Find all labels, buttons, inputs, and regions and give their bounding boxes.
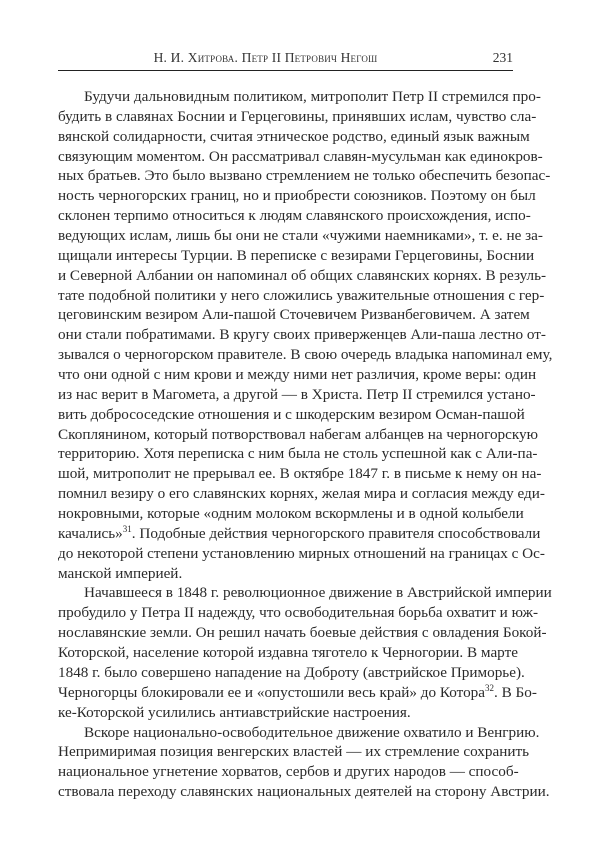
text-line: вянской солидарности, считая этническое родство, единый язык важным — [58, 127, 530, 145]
text-line: будить в славянах Боснии и Герцеговины, принявших ислам, чувство сла- — [58, 107, 537, 125]
text-fragment: . Подобные действия черногорского правителя способствовали — [131, 524, 541, 542]
text-line: Непримиримая позиция венгерских властей — их стремление сохранить — [58, 743, 530, 761]
text-fragment: качались» — [58, 524, 123, 542]
text-line: из нас верит в Магомета, а другой — в Христа. Петр II стремился устано- — [58, 385, 536, 403]
text-line: Скоплянином, который потворствовал набегам албанцев на черногорскую — [58, 425, 538, 443]
text-line: территорию. Хотя переписка с ним была не столь успешной как с Али-па- — [58, 445, 538, 463]
text-line: помнил везиру о его славянских корнях, желая мира и согласия между еди- — [58, 485, 545, 503]
text-line: манской империей. — [58, 564, 183, 582]
text-line: ведующих ислам, лишь бы они не стали «чужими наемниками», т. е. не за- — [58, 227, 543, 245]
text-line: что они одной с ним крови и между ними нет различия, кроме веры: один — [58, 366, 537, 384]
text-line: они стали побратимами. В кругу своих приверженцев Али-паша лестно от- — [58, 326, 546, 344]
text-line: щищали интересы Турции. В переписке с везирами Герцеговины, Боснии — [58, 246, 535, 264]
text-line: вить добрососедские отношения и с шкодерским везиром Осман-пашой — [58, 405, 525, 423]
text-line: зывался о черногорском правителе. В свою очередь владыка напоминал ему, — [58, 346, 553, 364]
page-number: 231 — [492, 50, 513, 65]
text-line: Вскоре национально-освободительное движение охватило и Венгрию. — [84, 723, 540, 741]
footnote-ref-31[interactable]: 31 — [122, 523, 132, 534]
text-line: Начавшееся в 1848 г. революционное движение в Австрийской империи — [84, 584, 552, 602]
text-line: тате подобной политики у него сложились уважительные отношения с гер- — [58, 286, 545, 304]
body-text — [58, 87, 553, 802]
running-header — [58, 48, 513, 68]
text-line: нославянские земли. Он решил начать боевые действия с овладения Бокой- — [58, 624, 547, 642]
footnote-ref-32[interactable]: 32 — [485, 682, 495, 693]
text-line: цеговинским везиром Али-пашой Сточевичем Ризванбеговичем. А затем — [58, 306, 530, 324]
text-line: Которской, население которой издавна тяготело к Черногории. В марте — [58, 644, 518, 662]
text-line-with-footnote — [58, 523, 541, 544]
text-fragment: . В Бо- — [494, 683, 537, 701]
header-rule — [58, 70, 513, 71]
text-line: связующим моментом. Он рассматривал славян-мусульман как единокров- — [58, 147, 543, 165]
text-line: ствовала переходу славянских национальных деятелей на сторону Австрии. — [58, 783, 550, 801]
text-line: ность черногорских границ, но и приобрести союзников. Поэтому он был — [58, 187, 536, 205]
paragraph-3 — [58, 723, 550, 802]
text-line: пробудило у Петра II надежду, что освободительная борьба охватит и юж- — [58, 604, 539, 622]
paragraph-2 — [58, 583, 552, 722]
text-line: шой, митрополит не прерывал ее. В октябре 1847 г. в письме к нему он на- — [58, 465, 542, 483]
text-line: Будучи дальновидным политиком, митрополит Петр II стремился про- — [84, 88, 541, 105]
text-line: нокровными, которые «одним молоком вскормлены и в одной колыбели — [58, 505, 524, 523]
text-line: склонен терпимо относиться к людям славянского происхождения, испо- — [58, 207, 531, 225]
text-line: ных братьев. Это было вызвано стремлением не только обеспечить безопас- — [58, 167, 551, 185]
text-line: и Северной Албании он напоминал об общих славянских корнях. В резуль- — [58, 266, 547, 284]
text-line: ке-Которской усилились антиавстрийские настроения. — [58, 703, 411, 721]
text-line: 1848 г. было совершено нападение на Доброту (австрийское Приморье). — [58, 663, 525, 681]
text-fragment: Черногорцы блокировали ее и «опустошили весь край» до Котора — [58, 683, 486, 701]
running-header-title: Н. И. Хитрова. Петр II Петрович Негош — [153, 50, 378, 65]
text-line: до некоторой степени установлению мирных отношений на границах с Ос- — [58, 544, 545, 562]
text-line-with-footnote — [58, 682, 537, 703]
paragraph-1 — [58, 87, 553, 583]
text-line: национальное угнетение хорватов, сербов и других народов — способ- — [58, 763, 519, 781]
